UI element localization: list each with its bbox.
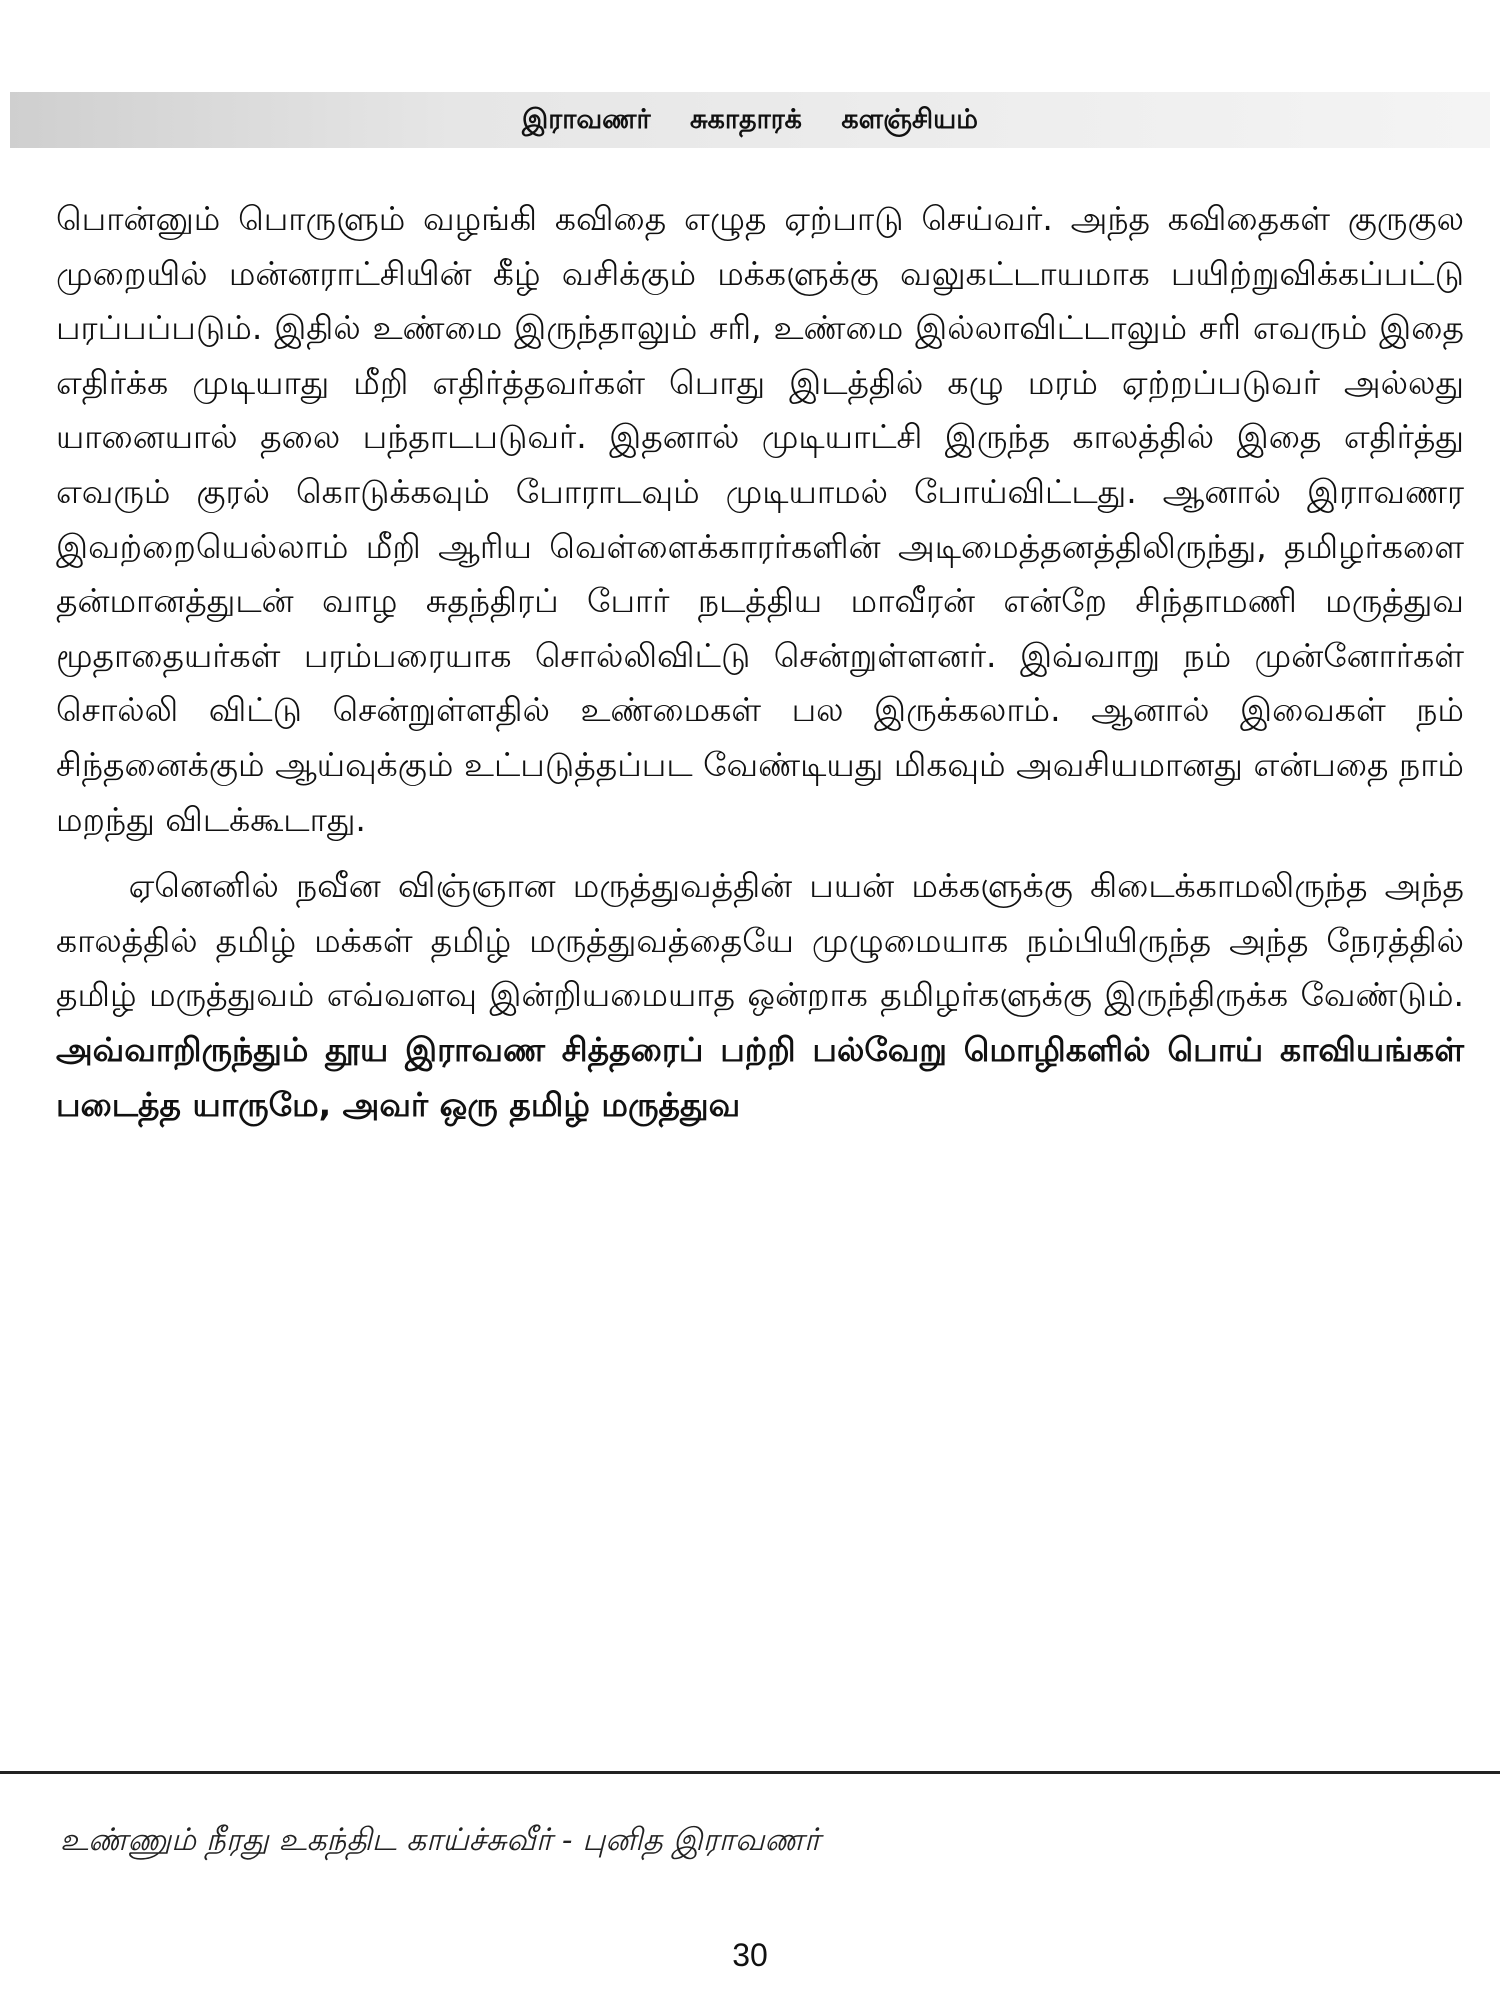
footer-divider [0, 1771, 1500, 1774]
paragraph-2-bold-text: அவ்வாறிருந்தும் தூய இராவண சித்தரைப் பற்றி பல்வேறு மொழிகளில் பொய் காவியங்கள் படைத்த யாருமே, அவர் ஒரு தமிழ் மருத்துவ [56, 1029, 1464, 1124]
page-number: 30 [732, 1937, 768, 1973]
paragraph-2-regular-text: ஏனெனில் நவீன விஞ்ஞான மருத்துவத்தின் பயன் மக்களுக்கு கிடைக்காமலிருந்த அந்த காலத்தில் தமிழ் மக்கள் தமிழ் மருத்துவத்தையே முழுமையாக நம்பியிருந்த அந்த நேரத்தில் தமிழ் மருத்துவம் எவ்வளவு இன்றியமையாத ஒன்றாக தமிழர்களுக்கு இருந்திருக்க வேண்டும். [56, 866, 1464, 1015]
paragraph-1: பொன்னும் பொருளும் வழங்கி கவிதை எழுத ஏற்பாடு செய்வர். அந்த கவிதைகள் குருகுல முறையில் மன்னராட்சியின் கீழ் வசிக்கும் மக்களுக்கு வலுகட்டாயமாக பயிற்றுவிக்கப்பட்டு பரப்பப்படும். இதில் உண்மை இருந்தாலும் சரி, உண்மை இல்லாவிட்டாலும் சரி எவரும் இதை எதிர்க்க முடியாது மீறி எதிர்த்தவர்கள் பொது இடத்தில் கழு மரம் ஏற்றப்படுவர் அல்லது யானையால் தலை பந்தாடபடுவர். இதனால் முடியாட்சி இருந்த காலத்தில் இதை எதிர்த்து எவரும் குரல் கொடுக்கவும் போராடவும் முடியாமல் போய்விட்டது. ஆனால் இராவணர இவற்றையெல்லாம் மீறி ஆரிய வெள்ளைக்காரர்களின் அடிமைத்தனத்திலிருந்து, தமிழர்களை தன்மானத்துடன் வாழ சுதந்திரப் போர் நடத்திய மாவீரன் என்றே சிந்தாமணி மருத்துவ மூதாதையர்கள் பரம்பரையாக சொல்லிவிட்டு சென்றுள்ளனர். இவ்வாறு நம் முன்னோர்கள் சொல்லி விட்டு சென்றுள்ளதில் உண்மைகள் பல இருக்கலாம். ஆனால் இவைகள் நம் சிந்தனைக்கும் ஆய்வுக்கும் உட்படுத்தப்பட வேண்டியது மிகவும் அவசியமானது என்பதை நாம் மறந்து விடக்கூடாது. [56, 199, 1465, 839]
page-body [56, 192, 1464, 1132]
paragraph-2 [56, 859, 1464, 1132]
footer-quote: உண்ணும் நீரது உகந்திட காய்ச்சுவீர் - புனித இராவணர் [60, 1822, 821, 1858]
running-header-title: இராவணர் சுகாதாரக் களஞ்சியம் [522, 104, 978, 135]
